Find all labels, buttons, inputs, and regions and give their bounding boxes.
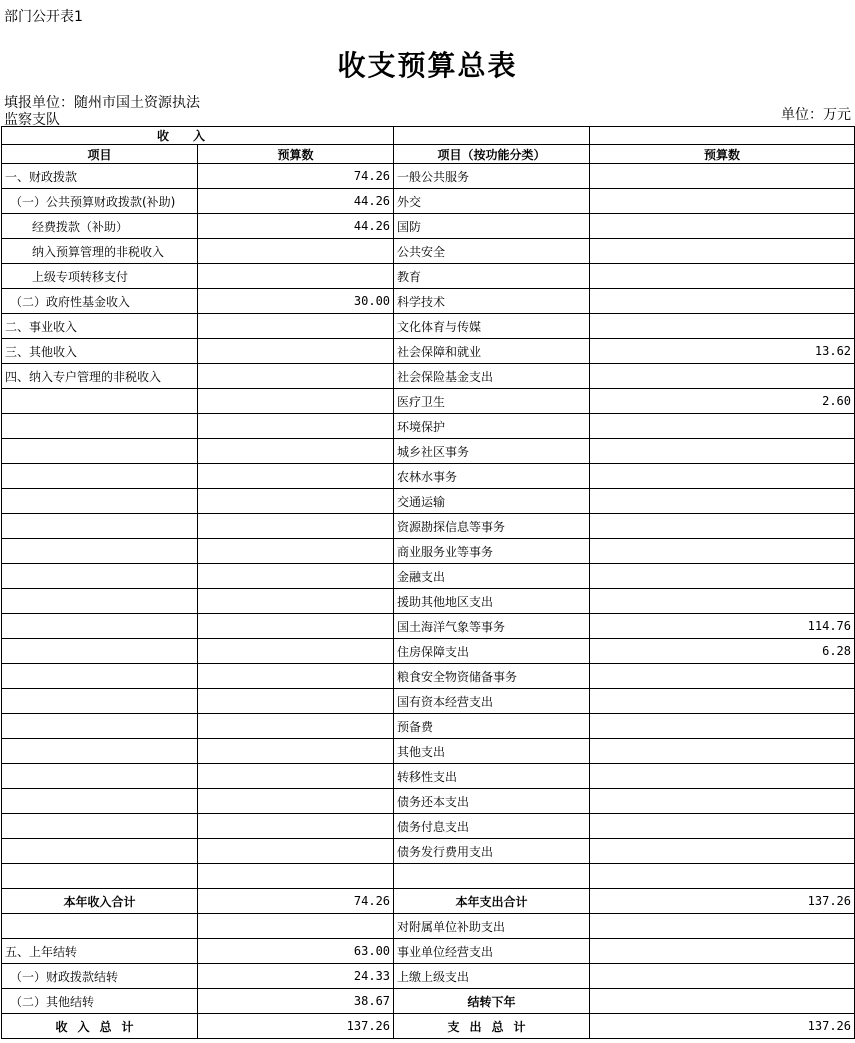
income-item-cell (2, 389, 198, 414)
table-row (2, 1014, 855, 1039)
expense-value-cell: 6.28 (590, 639, 855, 664)
column-header-budget-expense: 预算数 (590, 145, 855, 164)
income-item-cell: 经费拨款（补助） (2, 214, 198, 239)
column-header-budget: 预算数 (198, 145, 394, 164)
income-item-cell: 四、纳入专户管理的非税收入 (2, 364, 198, 389)
income-item-cell: 纳入预算管理的非税收入 (2, 239, 198, 264)
income-value-cell (198, 814, 394, 839)
income-value-cell (198, 264, 394, 289)
table-row (2, 464, 855, 489)
income-item-cell: 收入总计 (2, 1014, 198, 1039)
expense-item-cell: 预备费 (394, 714, 590, 739)
income-value-cell: 44.26 (198, 214, 394, 239)
expense-item-cell: 环境保护 (394, 414, 590, 439)
page-title: 收支预算总表 (337, 49, 518, 82)
income-value-cell (198, 239, 394, 264)
income-value-cell (198, 364, 394, 389)
income-item-cell (2, 439, 198, 464)
income-item-cell (2, 539, 198, 564)
income-value-cell (198, 514, 394, 539)
income-value-cell (198, 614, 394, 639)
income-item-cell (2, 489, 198, 514)
expense-value-cell: 2.60 (590, 389, 855, 414)
income-value-cell (198, 739, 394, 764)
income-item-cell: 一、财政拨款 (2, 164, 198, 189)
column-header-item: 项目 (2, 145, 198, 164)
expense-item-cell: 城乡社区事务 (394, 439, 590, 464)
income-value-cell (198, 539, 394, 564)
income-value-cell: 24.33 (198, 964, 394, 989)
income-value-cell (198, 714, 394, 739)
income-value-cell (198, 664, 394, 689)
expense-value-cell (590, 739, 855, 764)
table-row (2, 314, 855, 339)
income-value-cell (198, 864, 394, 889)
table-row (2, 814, 855, 839)
income-item-cell: （一）公共预算财政拨款(补助) (2, 189, 198, 214)
income-item-cell (2, 664, 198, 689)
table-row (2, 989, 855, 1014)
expense-value-cell: 13.62 (590, 339, 855, 364)
income-value-cell (198, 564, 394, 589)
income-item-cell (2, 464, 198, 489)
expense-item-cell: 援助其他地区支出 (394, 589, 590, 614)
income-value-cell (198, 389, 394, 414)
table-row (2, 239, 855, 264)
income-item-cell (2, 839, 198, 864)
expense-section-header-blank-2 (590, 127, 855, 145)
table-row (2, 764, 855, 789)
expense-item-cell: 社会保障和就业 (394, 339, 590, 364)
income-item-cell (2, 814, 198, 839)
expense-item-cell: 外交 (394, 189, 590, 214)
expense-item-cell: 支出总计 (394, 1014, 590, 1039)
income-value-cell: 30.00 (198, 289, 394, 314)
currency-unit-label: 单位：万元 (781, 107, 851, 123)
column-header-item-function: 项目（按功能分类） (394, 145, 590, 164)
expense-item-cell: 债务发行费用支出 (394, 839, 590, 864)
section-header-row (2, 127, 855, 145)
table-row (2, 739, 855, 764)
table-row (2, 614, 855, 639)
table-row (2, 339, 855, 364)
expense-value-cell (590, 289, 855, 314)
expense-value-cell (590, 564, 855, 589)
expense-value-cell (590, 364, 855, 389)
expense-value-cell (590, 864, 855, 889)
table-row (2, 364, 855, 389)
expense-value-cell (590, 214, 855, 239)
table-row (2, 189, 855, 214)
expense-item-cell: 资源勘探信息等事务 (394, 514, 590, 539)
expense-value-cell (590, 964, 855, 989)
table-row (2, 714, 855, 739)
expense-value-cell (590, 589, 855, 614)
column-header-row (2, 145, 855, 164)
income-value-cell (198, 764, 394, 789)
income-value-cell (198, 464, 394, 489)
income-item-cell (2, 764, 198, 789)
table-row (2, 839, 855, 864)
income-item-cell (2, 564, 198, 589)
income-value-cell (198, 839, 394, 864)
table-row (2, 889, 855, 914)
expense-value-cell (590, 164, 855, 189)
table-row (2, 414, 855, 439)
expense-item-cell: 转移性支出 (394, 764, 590, 789)
budget-summary-table (1, 126, 855, 1039)
income-value-cell (198, 689, 394, 714)
table-row (2, 289, 855, 314)
expense-item-cell: 粮食安全物资储备事务 (394, 664, 590, 689)
expense-value-cell (590, 314, 855, 339)
income-section-header: 收 入 (2, 127, 394, 145)
expense-item-cell: 上缴上级支出 (394, 964, 590, 989)
expense-value-cell: 114.76 (590, 614, 855, 639)
expense-item-cell: 金融支出 (394, 564, 590, 589)
income-item-cell: （二）政府性基金收入 (2, 289, 198, 314)
table-row (2, 664, 855, 689)
table-body (2, 164, 855, 1039)
expense-item-cell: 国有资本经营支出 (394, 689, 590, 714)
income-item-cell: （一）财政拨款结转 (2, 964, 198, 989)
table-row (2, 939, 855, 964)
expense-item-cell: 医疗卫生 (394, 389, 590, 414)
expense-value-cell (590, 539, 855, 564)
expense-item-cell: 社会保险基金支出 (394, 364, 590, 389)
expense-item-cell: 文化体育与传媒 (394, 314, 590, 339)
expense-value-cell (590, 414, 855, 439)
income-value-cell (198, 789, 394, 814)
income-value-cell (198, 414, 394, 439)
table-row (2, 439, 855, 464)
income-value-cell: 74.26 (198, 164, 394, 189)
income-item-cell (2, 689, 198, 714)
income-value-cell (198, 639, 394, 664)
income-item-cell (2, 414, 198, 439)
income-item-cell (2, 639, 198, 664)
table-row (2, 789, 855, 814)
expense-item-cell: 本年支出合计 (394, 889, 590, 914)
table-row (2, 514, 855, 539)
income-item-cell: 上级专项转移支付 (2, 264, 198, 289)
filler-unit-label: 填报单位：随州市国土资源执法监察支队 (4, 95, 200, 126)
income-value-cell: 44.26 (198, 189, 394, 214)
income-value-cell (198, 589, 394, 614)
income-item-cell (2, 614, 198, 639)
table-row (2, 389, 855, 414)
income-item-cell: 本年收入合计 (2, 889, 198, 914)
expense-item-cell: 交通运输 (394, 489, 590, 514)
income-item-cell (2, 589, 198, 614)
expense-item-cell: 事业单位经营支出 (394, 939, 590, 964)
table-row (2, 589, 855, 614)
income-value-cell (198, 439, 394, 464)
expense-value-cell (590, 989, 855, 1014)
expense-value-cell (590, 714, 855, 739)
income-value-cell (198, 339, 394, 364)
expense-value-cell (590, 514, 855, 539)
table-row (2, 564, 855, 589)
table-row (2, 264, 855, 289)
expense-value-cell (590, 789, 855, 814)
expense-item-cell: 国土海洋气象等事务 (394, 614, 590, 639)
expense-item-cell: 国防 (394, 214, 590, 239)
table-row (2, 914, 855, 939)
expense-item-cell: 对附属单位补助支出 (394, 914, 590, 939)
expense-value-cell (590, 189, 855, 214)
income-item-cell (2, 514, 198, 539)
table-row (2, 539, 855, 564)
income-item-cell (2, 739, 198, 764)
expense-value-cell (590, 839, 855, 864)
income-item-cell (2, 864, 198, 889)
expense-value-cell (590, 239, 855, 264)
income-value-cell (198, 914, 394, 939)
table-row (2, 489, 855, 514)
expense-value-cell (590, 814, 855, 839)
expense-value-cell (590, 439, 855, 464)
expense-value-cell: 137.26 (590, 1014, 855, 1039)
expense-item-cell: 商业服务业等事务 (394, 539, 590, 564)
income-value-cell: 74.26 (198, 889, 394, 914)
income-item-cell (2, 914, 198, 939)
expense-value-cell (590, 764, 855, 789)
income-item-cell: （二）其他结转 (2, 989, 198, 1014)
income-item-cell: 二、事业收入 (2, 314, 198, 339)
expense-item-cell: 债务还本支出 (394, 789, 590, 814)
expense-value-cell (590, 264, 855, 289)
expense-value-cell (590, 689, 855, 714)
table-row (2, 689, 855, 714)
income-value-cell: 137.26 (198, 1014, 394, 1039)
income-value-cell: 38.67 (198, 989, 394, 1014)
income-item-cell (2, 714, 198, 739)
expense-item-cell: 科学技术 (394, 289, 590, 314)
expense-value-cell (590, 664, 855, 689)
income-value-cell: 63.00 (198, 939, 394, 964)
expense-value-cell (590, 914, 855, 939)
expense-item-cell: 其他支出 (394, 739, 590, 764)
expense-item-cell: 结转下年 (394, 989, 590, 1014)
expense-value-cell: 137.26 (590, 889, 855, 914)
expense-value-cell (590, 464, 855, 489)
expense-value-cell (590, 489, 855, 514)
table-row (2, 164, 855, 189)
expense-item-cell: 住房保障支出 (394, 639, 590, 664)
expense-item-cell: 农林水事务 (394, 464, 590, 489)
table-row (2, 639, 855, 664)
income-value-cell (198, 314, 394, 339)
income-item-cell (2, 789, 198, 814)
expense-item-cell: 公共安全 (394, 239, 590, 264)
form-number-label: 部门公开表1 (4, 9, 83, 25)
income-item-cell: 三、其他收入 (2, 339, 198, 364)
expense-value-cell (590, 939, 855, 964)
table-row (2, 214, 855, 239)
expense-item-cell: 债务付息支出 (394, 814, 590, 839)
table-row (2, 964, 855, 989)
expense-item-cell (394, 864, 590, 889)
table-row (2, 864, 855, 889)
expense-section-header-blank (394, 127, 590, 145)
income-value-cell (198, 489, 394, 514)
expense-item-cell: 一般公共服务 (394, 164, 590, 189)
expense-item-cell: 教育 (394, 264, 590, 289)
income-item-cell: 五、上年结转 (2, 939, 198, 964)
